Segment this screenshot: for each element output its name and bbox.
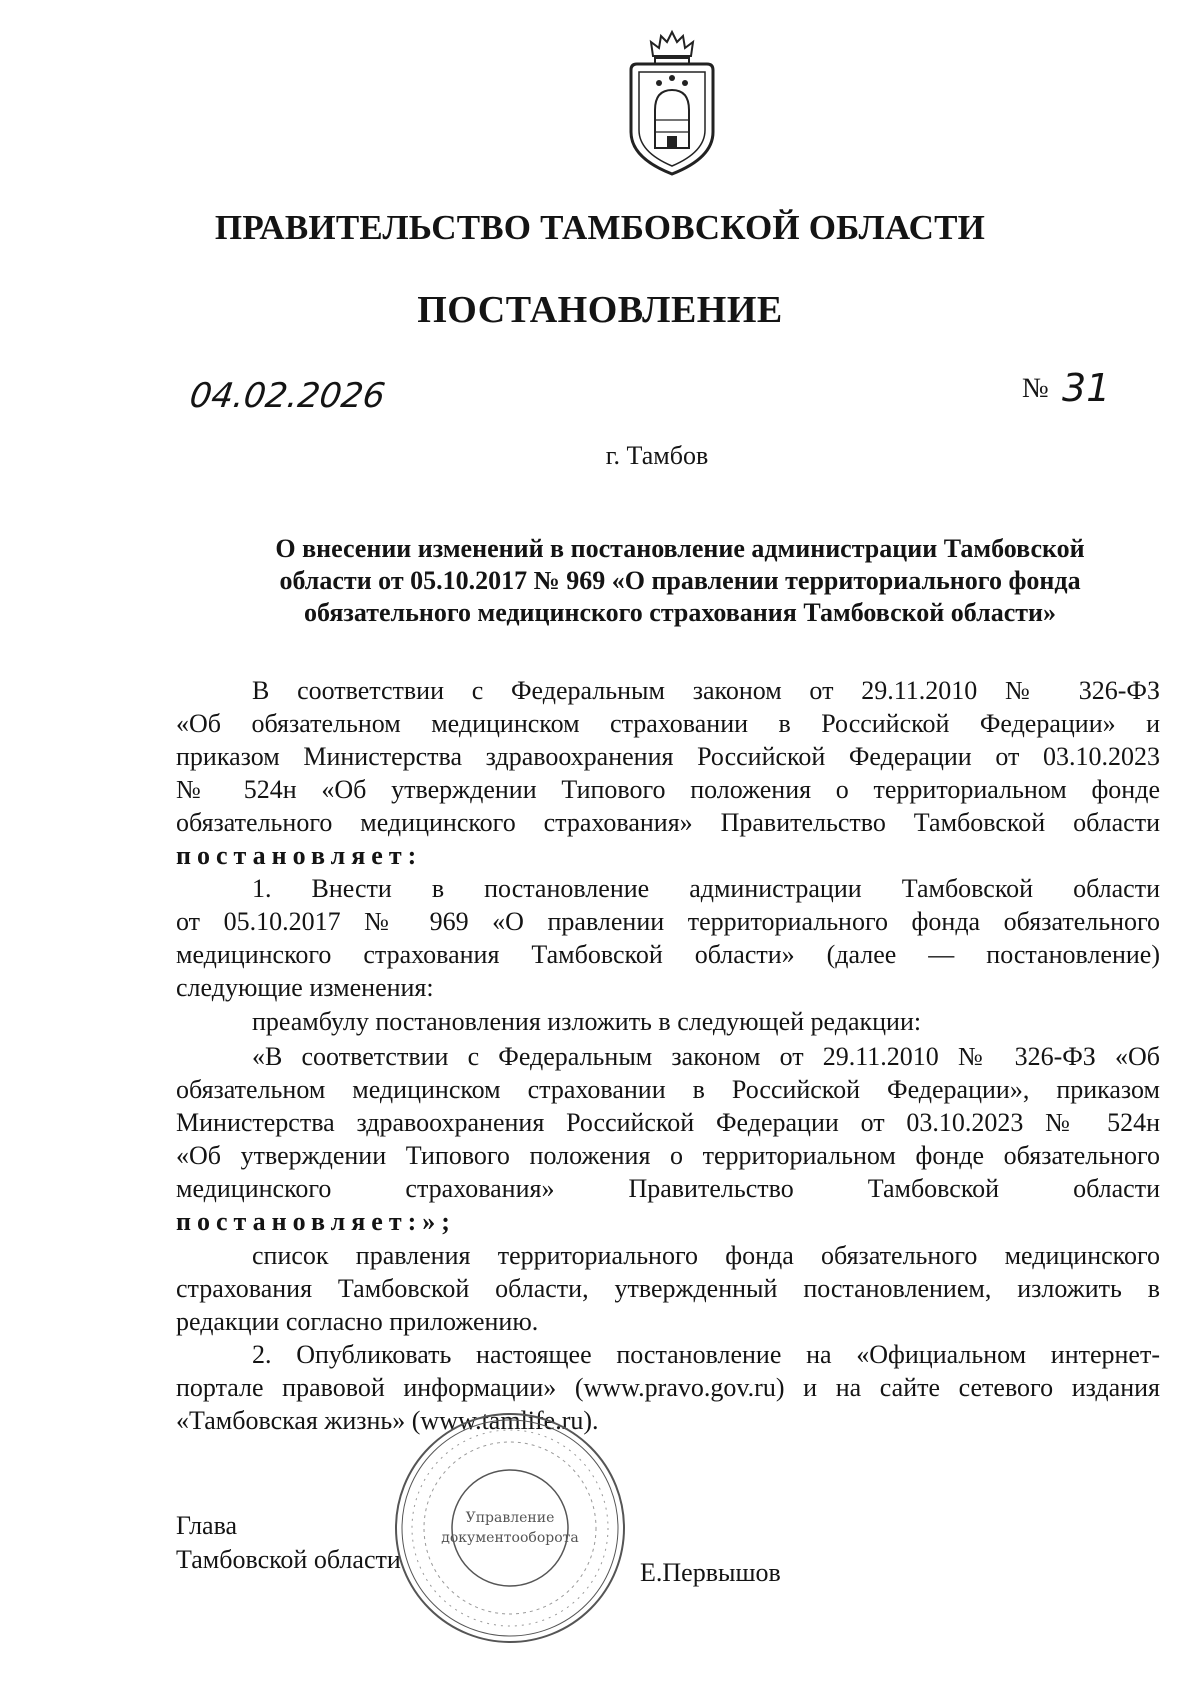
- svg-text:Управление: Управление: [465, 1510, 555, 1526]
- preamble-resolves-word: постановляет:»;: [176, 1207, 456, 1236]
- number-label: №: [1022, 373, 1049, 404]
- document-number: 31: [1062, 366, 1111, 410]
- preamble-line: обязательном медицинском страховании в Российской Федерации», приказом: [176, 1075, 1160, 1104]
- city: г. Тамбов: [605, 441, 709, 470]
- preamble-line: медицинского страхования» Правительство Тамбовской области: [176, 1174, 1160, 1203]
- document-title: [200, 533, 1160, 629]
- signatory-position: Глава: [176, 1511, 238, 1540]
- signatory-name: Е.Первышов: [640, 1558, 781, 1587]
- paragraph-line: «Об обязательном медицинском страховании в Российской Федерации» и: [176, 709, 1160, 738]
- preamble-line: Министерства здравоохранения Российской Федерации от 03.10.2023 № 524н: [176, 1108, 1160, 1137]
- tambov-coat-of-arms-icon: [617, 28, 727, 178]
- paragraph-line: обязательного медицинского страхования» Правительство Тамбовской области: [176, 808, 1160, 837]
- svg-text:документооборота: документооборота: [441, 1530, 579, 1546]
- document-type: ПОСТАНОВЛЕНИЕ: [417, 289, 783, 331]
- item-line: от 05.10.2017 № 969 «О правлении территориального фонда обязательного: [176, 907, 1160, 936]
- item-line: портале правовой информации» (www.pravo.gov.ru) и на сайте сетевого издания: [176, 1373, 1160, 1402]
- list-change-line: редакции согласно приложению.: [176, 1307, 539, 1336]
- paragraph-line: приказом Министерства здравоохранения Российской Федерации от 03.10.2023: [176, 742, 1160, 771]
- preamble-line: «Об утверждении Типового положения о территориальном фонде обязательного: [176, 1141, 1160, 1170]
- list-change-line: страхования Тамбовской области, утвержденный постановлением, изложить в: [176, 1274, 1160, 1303]
- item-line: 1. Внести в постановление администрации Тамбовской области: [252, 874, 1160, 903]
- preamble-line: «В соответствии с Федеральным законом от 29.11.2010 № 326-ФЗ «Об: [252, 1042, 1160, 1071]
- item-line: медицинского страхования Тамбовской области» (далее — постановление): [176, 940, 1160, 969]
- title-line: обязательного медицинского страхования Тамбовской области»: [304, 598, 1056, 627]
- paragraph-line: В соответствии с Федеральным законом от 29.11.2010 № 326-ФЗ: [252, 676, 1160, 705]
- organization-title: ПРАВИТЕЛЬСТВО ТАМБОВСКОЙ ОБЛАСТИ: [214, 208, 986, 247]
- title-line: О внесении изменений в постановление администрации Тамбовской: [275, 534, 1085, 563]
- signatory-position: Тамбовской области: [176, 1545, 401, 1574]
- paragraph-line: № 524н «Об утверждении Типового положения о территориальном фонде: [176, 775, 1160, 804]
- document-date: 04.02.2026: [187, 376, 388, 416]
- preamble-intro: преамбулу постановления изложить в следующей редакции:: [252, 1007, 922, 1036]
- round-stamp: [390, 1408, 630, 1648]
- list-change-line: список правления территориального фонда обязательного медицинского: [252, 1241, 1160, 1270]
- item-line: следующие изменения:: [176, 973, 434, 1002]
- item-line: «Тамбовская жизнь» (www.tamlife.ru).: [176, 1406, 599, 1435]
- item-line: 2. Опубликовать настоящее постановление на «Официальном интернет-: [252, 1340, 1160, 1369]
- title-line: области от 05.10.2017 № 969 «О правлении территориального фонда: [279, 566, 1081, 595]
- resolves-word: постановляет:: [176, 841, 423, 870]
